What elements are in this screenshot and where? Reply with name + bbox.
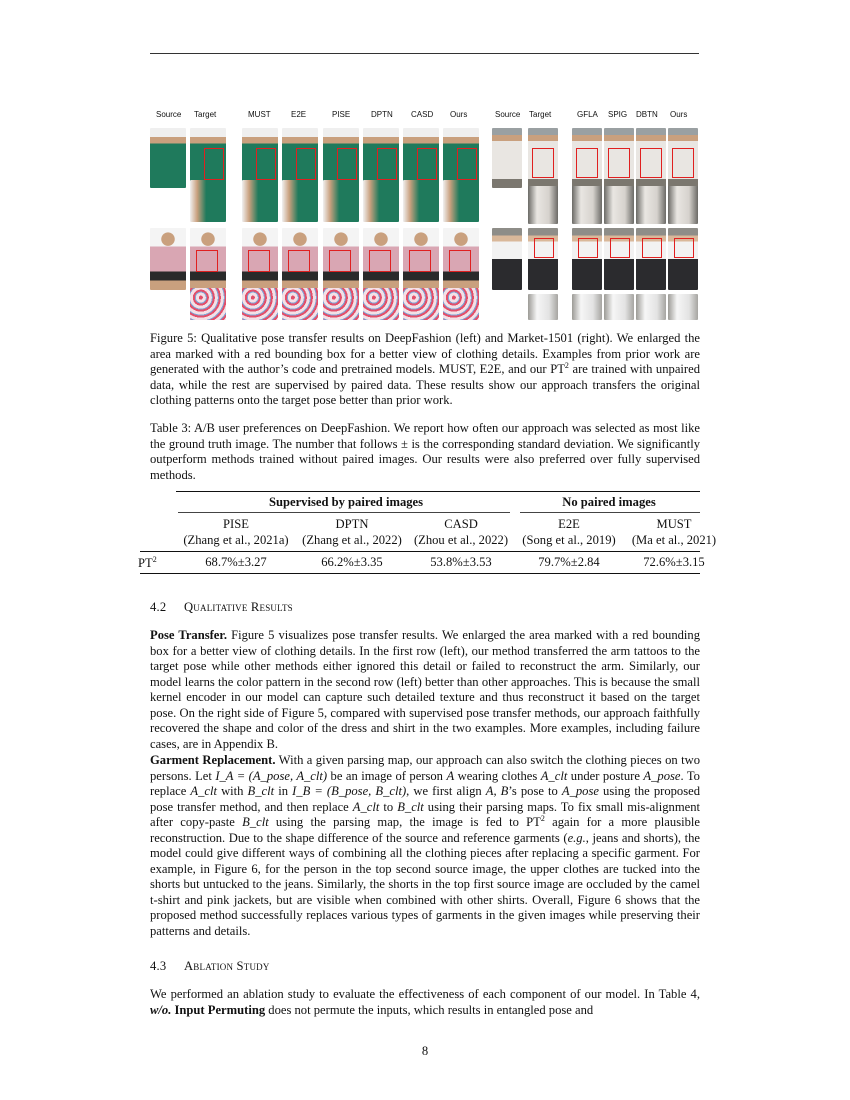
photo-zoom <box>604 186 634 224</box>
math: A <box>446 768 455 783</box>
table-value-must: 72.6%±3.15 <box>643 555 705 569</box>
table-group-rule-right <box>520 512 700 513</box>
figure-left-labels <box>150 110 479 122</box>
table-cite-dptn: (Zhang et al., 2022) <box>302 533 402 547</box>
photo-result <box>443 228 479 290</box>
table-method-e2e: E2E <box>558 517 580 531</box>
garment-text: to <box>379 799 398 814</box>
photo-result <box>604 228 634 290</box>
ablation-bold: Input Permuting <box>171 1002 266 1017</box>
photo-result <box>604 128 634 188</box>
red-bounding-box <box>449 250 471 272</box>
red-bounding-box <box>576 148 598 178</box>
garment-text: , jeans and shorts), the model could give different ways of combining all the clothing pieces after replacing a specific garment. For example, in Figure 6, for the person in the top second source image, the upper clothes are tucked into the shorts but untucked to the jeans. Similarly, the shorts in the top first source image are occluded by the camel t-shirt and pink jackets, but are visible when combined with other shirts. Overall, Figure 6 shows that the proposed method successfully replaces various types of garments in the given images while preserving their patterns and details. <box>150 830 700 938</box>
garment-text: using the proposed pose transfer method, and then replace <box>150 784 701 814</box>
garment-text: in <box>274 784 293 798</box>
photo-result <box>403 128 439 188</box>
figure-market1501 <box>492 110 701 322</box>
math: I_A = (A_pose, A_clt) <box>215 768 328 783</box>
photo-zoom <box>528 294 558 320</box>
table-caption-label: Table 3: <box>150 421 192 435</box>
label-target: Target <box>194 110 217 119</box>
pose-transfer-paragraph <box>150 628 700 752</box>
photo-source <box>150 228 186 290</box>
photo-result <box>323 228 359 290</box>
photo-zoom <box>323 180 359 222</box>
photo-result <box>636 228 666 290</box>
table-cite-casd: (Zhou et al., 2022) <box>413 533 509 547</box>
garment-replacement-paragraph <box>150 753 700 939</box>
photo-result <box>242 228 278 290</box>
photo-result <box>363 128 399 188</box>
table-group-unpaired: No paired images <box>562 495 656 509</box>
ablation-paragraph <box>150 987 700 1018</box>
photo-zoom <box>190 288 226 320</box>
table-cite-e2e: (Song et al., 2019) <box>522 533 616 547</box>
photo-result <box>190 128 226 188</box>
photo-result <box>443 128 479 188</box>
section-number: 4.2 <box>150 600 167 614</box>
table-bottom-rule <box>140 573 700 574</box>
garment-text: using the parsing map, the image is fed to PT <box>268 815 541 829</box>
photo-zoom <box>528 186 558 224</box>
table-cite-must: (Ma et al., 2021) <box>631 533 717 547</box>
ablation-wo: w/o. <box>150 1002 172 1017</box>
label-dbtn: DBTN <box>636 110 658 119</box>
label-casd: CASD <box>411 110 434 119</box>
table-top-rule <box>176 491 700 492</box>
photo-source <box>492 128 522 188</box>
photo-zoom <box>403 288 439 320</box>
red-bounding-box <box>608 148 630 178</box>
figure-deepfashion <box>150 110 479 322</box>
red-bounding-box <box>369 250 391 272</box>
photo-zoom <box>282 180 318 222</box>
table-group-supervised: Supervised by paired images <box>268 495 424 509</box>
table-value-dptn: 66.2%±3.35 <box>321 555 383 569</box>
section-number: 4.3 <box>150 959 167 973</box>
photo-zoom <box>572 294 602 320</box>
photo-zoom <box>604 294 634 320</box>
pose-transfer-heading: Pose Transfer. <box>150 628 227 642</box>
table-value-casd: 53.8%±3.53 <box>430 555 492 569</box>
photo-result <box>282 128 318 188</box>
math: A_clt <box>190 784 217 798</box>
table-method-pise: PISE <box>223 517 249 531</box>
photo-zoom <box>323 288 359 320</box>
table-row-label-sup: 2 <box>152 555 157 564</box>
section-4-2-heading <box>150 600 293 615</box>
table-value-e2e: 79.7%±2.84 <box>538 555 600 569</box>
table-method-casd: CASD <box>444 517 478 531</box>
table-method-must: MUST <box>656 517 692 531</box>
photo-result <box>528 228 558 290</box>
figure-caption-text-end: are trained with unpaired data, while the rest are supervised by paired data. These results show our approach transfers the original clothing patterns onto the target pose better than prior work. <box>150 362 700 407</box>
math: A_pose <box>561 784 599 798</box>
garment-text: again for a more plausible reconstruction. Due to the shape difference of the source and reference garments ( <box>150 815 700 845</box>
label-e2e: E2E <box>291 110 307 119</box>
garment-text: with <box>217 784 248 798</box>
photo-zoom <box>443 180 479 222</box>
red-bounding-box <box>457 148 477 180</box>
garment-text: using their parsing maps. To fix small mis-alignment after copy-paste <box>150 799 700 829</box>
math: B_clt <box>247 784 275 798</box>
table-cite-pise: (Zhang et al., 2021a) <box>183 533 289 547</box>
garment-text: be an image of person <box>327 768 447 783</box>
red-bounding-box <box>578 238 598 258</box>
table-caption-text: A/B user preferences on DeepFashion. We report how often our approach was selected as most like the ground truth image. The number that follows ± is the corresponding standard deviation. We significantly outperform methods trained without paired images. Our results were also preferred over fully supervised methods. <box>150 421 700 482</box>
garment-heading: Garment Replacement. <box>150 753 276 767</box>
math: A_pose <box>643 768 681 783</box>
photo-zoom <box>668 294 698 320</box>
figure-caption-text: Qualitative pose transfer results on DeepFashion (left) and Market-1501 (right). We enlarged the area marked with a red bounding box for a better view of clothing details. Examples from prior work are generated with the author’s code and pretrained models. MUST, E2E, and our PT <box>150 331 700 376</box>
figure-caption-sup: 2 <box>564 360 569 370</box>
photo-source <box>150 128 186 188</box>
photo-result <box>572 128 602 188</box>
label-pise: PISE <box>332 110 351 119</box>
red-bounding-box <box>640 148 662 178</box>
red-bounding-box <box>534 238 554 258</box>
ablation-text: does not permute the inputs, which results in entangled pose and <box>265 1002 594 1017</box>
label-spig: SPIG <box>608 110 628 119</box>
label-target: Target <box>529 110 552 119</box>
red-bounding-box <box>642 238 662 258</box>
photo-result <box>528 128 558 188</box>
garment-text: under posture <box>567 768 644 783</box>
photo-zoom <box>636 294 666 320</box>
garment-text: . To replace <box>150 768 700 798</box>
photo-result <box>403 228 439 290</box>
photo-zoom <box>443 288 479 320</box>
label-ours: Ours <box>450 110 468 119</box>
photo-result <box>363 228 399 290</box>
photo-zoom <box>668 186 698 224</box>
superscript: 2 <box>540 813 545 823</box>
red-bounding-box <box>417 148 437 180</box>
photo-result <box>323 128 359 188</box>
garment-text: With a given parsing map, our approach can also switch the clothing pieces on two persons. Let <box>150 753 700 783</box>
garment-text: wearing clothes <box>454 768 541 783</box>
photo-zoom <box>242 180 278 222</box>
red-bounding-box <box>288 250 310 272</box>
red-bounding-box <box>532 148 554 178</box>
math: A_clt <box>352 799 380 814</box>
photo-result <box>242 128 278 188</box>
table-row-label-text: PT <box>138 556 153 571</box>
photo-result <box>668 228 698 290</box>
photo-zoom <box>363 288 399 320</box>
math: A_clt <box>540 768 568 783</box>
label-must: MUST <box>248 110 271 119</box>
label-source: Source <box>495 110 521 119</box>
photo-zoom <box>363 180 399 222</box>
header-rule <box>150 53 699 54</box>
table-row-label <box>138 555 178 571</box>
photo-result <box>572 228 602 290</box>
photo-source <box>492 228 522 290</box>
math: B_clt <box>397 799 424 814</box>
label-source: Source <box>156 110 182 119</box>
label-gfla: GFLA <box>577 110 598 119</box>
math: B_clt <box>242 815 269 829</box>
math: I_B = (B_pose, B_clt) <box>292 784 407 798</box>
label-dptn: DPTN <box>371 110 393 119</box>
red-bounding-box <box>329 250 351 272</box>
photo-result <box>668 128 698 188</box>
garment-text: , we first align <box>406 784 486 798</box>
photo-result <box>190 228 226 290</box>
figure-right-labels <box>492 110 701 122</box>
pose-transfer-body: Figure 5 visualizes pose transfer results. We enlarged the area marked with a red bounding box for a better view of clothing details. In the first row (left), our method transferred the arm tattoos to the target pose while other methods either ignored this detail or failed to reconstruct the arm. Similarly, our model learns the color pattern in the second row (left) better than other approaches. This is because the small kernel encoder in our model can capture such detailed texture and thus reconstruct it based on the target pose. On the right side of Figure 5, compared with supervised pose transfer methods, our approach faithfully recovered the shape and color of the dress and shirt in the two examples. More examples, including failure cases, are in Appendix B. <box>150 628 701 751</box>
photo-zoom <box>242 288 278 320</box>
figure-caption-label: Figure 5: <box>150 331 197 345</box>
garment-text: ’s pose to <box>508 784 562 798</box>
math: A, B <box>485 784 509 798</box>
table-mid-rule <box>140 551 700 552</box>
red-bounding-box <box>256 148 276 180</box>
label-ours: Ours <box>670 110 688 119</box>
section-title: Ablation Study <box>184 959 270 973</box>
red-bounding-box <box>248 250 270 272</box>
red-bounding-box <box>409 250 431 272</box>
table-method-dptn: DPTN <box>335 517 369 531</box>
red-bounding-box <box>337 148 357 180</box>
red-bounding-box <box>296 148 316 180</box>
red-bounding-box <box>204 148 224 180</box>
figure-caption <box>150 331 700 409</box>
page-number: 8 <box>421 1044 429 1058</box>
photo-result <box>282 228 318 290</box>
section-title: Qualitative Results <box>184 600 293 614</box>
red-bounding-box <box>610 238 630 258</box>
table-group-rule-left <box>178 512 510 513</box>
photo-zoom <box>282 288 318 320</box>
red-bounding-box <box>196 250 218 272</box>
garment-eg: e.g. <box>567 830 586 845</box>
photo-zoom <box>572 186 602 224</box>
table-value-pise: 68.7%±3.27 <box>205 555 267 569</box>
photo-zoom <box>403 180 439 222</box>
red-bounding-box <box>674 238 694 258</box>
table-caption <box>150 421 700 483</box>
red-bounding-box <box>672 148 694 178</box>
photo-result <box>636 128 666 188</box>
photo-zoom <box>636 186 666 224</box>
red-bounding-box <box>377 148 397 180</box>
ablation-text: We performed an ablation study to evaluate the effectiveness of each component of our model. In Table 4, <box>150 987 700 1001</box>
photo-zoom <box>190 180 226 222</box>
section-4-3-heading <box>150 959 270 974</box>
